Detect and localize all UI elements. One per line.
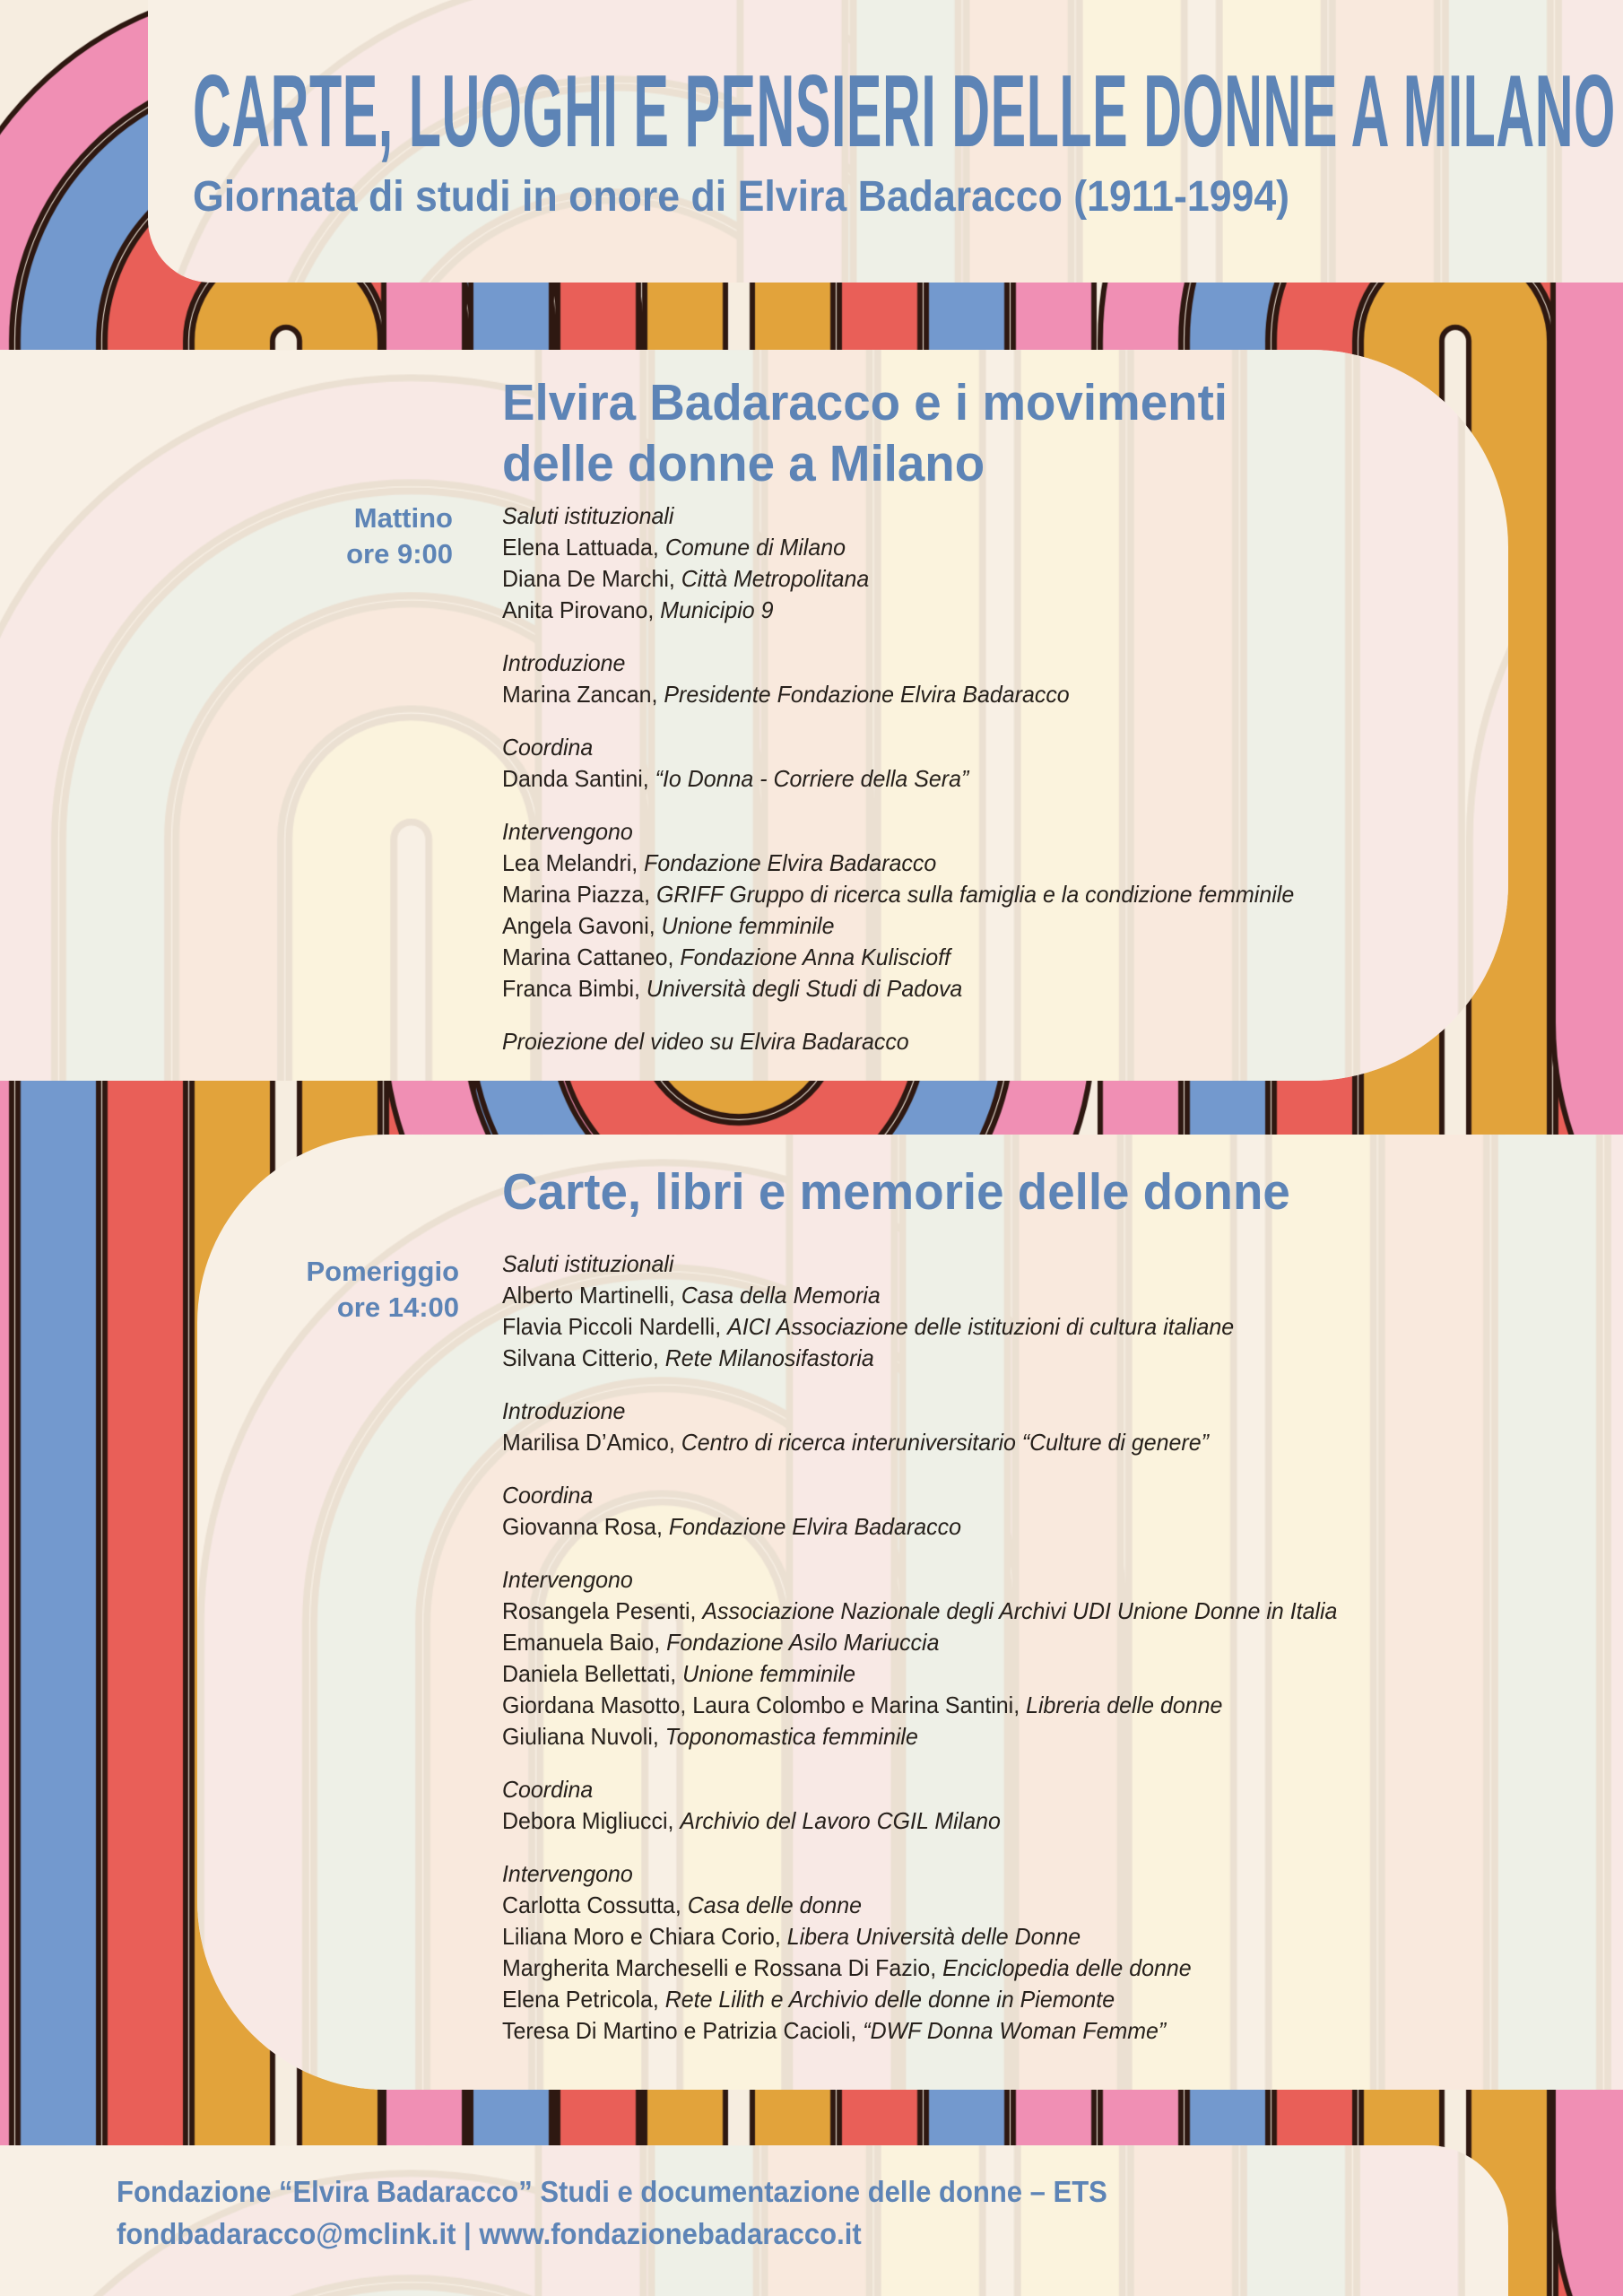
program-line (502, 1311, 1337, 1343)
time-label-hour: ore 9:00 (346, 538, 453, 570)
program-line (502, 679, 1294, 710)
speaker-affiliation: Toponomastica femminile (664, 1723, 918, 1750)
session-panel-afternoon (197, 1135, 1623, 2090)
program-line (502, 1396, 1337, 1427)
speaker-name: Debora Migliucci, (502, 1807, 681, 1834)
program-line (502, 1596, 1337, 1627)
program-line (502, 848, 1294, 879)
speaker-name: Daniela Bellettati, (502, 1660, 683, 1687)
speaker-name: Silvana Citterio, (502, 1344, 665, 1371)
speaker-affiliation: Fondazione Asilo Mariuccia (666, 1629, 940, 1656)
speaker-affiliation: Unione femminile (682, 1660, 856, 1687)
session-title-line: Elvira Badaracco e i movimenti (502, 374, 1228, 431)
speaker-name: Giovanna Rosa, (502, 1513, 669, 1540)
program-line (502, 1690, 1337, 1721)
header-panel (148, 0, 1623, 283)
program-line (502, 532, 1294, 563)
session-title-line: Carte, libri e memorie delle donne (502, 1163, 1290, 1221)
speaker-affiliation: Fondazione Elvira Badaracco (668, 1513, 961, 1540)
speaker-affiliation: Saluti istituzionali (502, 502, 674, 529)
speaker-affiliation: Centro di ricerca interuniversitario “Culture di genere” (681, 1429, 1209, 1456)
speaker-name: Franca Bimbi, (502, 975, 647, 1002)
speaker-affiliation: Intervengono (502, 1860, 633, 1887)
footer-contacts: fondbadaracco@mclink.it | www.fondazionebadaracco.it (117, 2217, 862, 2250)
program-line (502, 1026, 1294, 1057)
speaker-name: Emanuela Baio, (502, 1629, 667, 1656)
program-line (502, 1984, 1337, 2015)
speaker-affiliation: Fondazione Elvira Badaracco (644, 849, 937, 876)
speaker-affiliation: “DWF Donna Woman Femme” (863, 2017, 1167, 2044)
speaker-affiliation: Casa delle donne (687, 1892, 862, 1918)
program-line (502, 1890, 1337, 1921)
speaker-name: Giuliana Nuvoli, (502, 1723, 665, 1750)
speaker-name: Margherita Marcheselli e Rossana Di Fazio, (502, 1954, 943, 1981)
program-line (502, 732, 1294, 763)
speaker-name: Diana De Marchi, (502, 565, 681, 592)
program-list-morning (502, 500, 1327, 1057)
program-line (502, 1248, 1337, 1280)
speaker-affiliation: Coordina (502, 1482, 594, 1509)
program-line (502, 1564, 1337, 1596)
speaker-affiliation: Introduzione (502, 649, 626, 676)
time-label-afternoon (206, 1254, 459, 1326)
speaker-affiliation: Libreria delle donne (1026, 1692, 1223, 1718)
program-line (502, 816, 1294, 848)
speaker-affiliation: Fondazione Anna Kuliscioff (680, 944, 950, 970)
speaker-affiliation: Libera Università delle Donne (786, 1923, 1081, 1950)
speaker-name: Giordana Masotto, Laura Colombo e Marina Santini, (502, 1692, 1027, 1718)
speaker-affiliation: Intervengono (502, 1566, 633, 1593)
speaker-affiliation: Associazione Nazionale degli Archivi UDI Unione Donne in Italia (702, 1597, 1338, 1624)
footer-organization: Fondazione “Elvira Badaracco” Studi e documentazione delle donne – ETS (117, 2175, 1107, 2208)
speaker-affiliation: Enciclopedia delle donne (942, 1954, 1192, 1981)
speaker-affiliation: Presidente Fondazione Elvira Badaracco (664, 681, 1070, 708)
program-line (502, 500, 1294, 532)
speaker-name: Danda Santini, (502, 765, 655, 792)
speaker-name: Elena Petricola, (502, 1986, 665, 2013)
program-line (502, 563, 1294, 595)
program-list-afternoon (502, 1248, 1372, 2047)
speaker-name: Liliana Moro e Chiara Corio, (502, 1923, 787, 1950)
session-title-morning (502, 372, 1258, 494)
program-line (502, 1480, 1337, 1511)
speaker-affiliation: Proiezione del video su Elvira Badaracco (502, 1028, 909, 1055)
program-line (502, 1774, 1337, 1805)
program-line (502, 1805, 1337, 1837)
time-label-morning (152, 500, 453, 572)
speaker-name: Marilisa D’Amico, (502, 1429, 681, 1456)
speaker-name: Alberto Martinelli, (502, 1282, 681, 1309)
program-line (502, 942, 1294, 973)
speaker-affiliation: Municipio 9 (660, 596, 774, 623)
speaker-affiliation: GRIFF Gruppo di ricerca sulla famiglia e la condizione femminile (656, 881, 1295, 908)
program-line (502, 879, 1294, 910)
program-line (502, 910, 1294, 942)
program-line (502, 1858, 1337, 1890)
time-label-hour: ore 14:00 (336, 1292, 459, 1323)
program-line (502, 595, 1294, 626)
speaker-name: Rosangela Pesenti, (502, 1597, 703, 1624)
program-line (502, 1721, 1337, 1752)
speaker-name: Elena Lattuada, (502, 534, 665, 561)
program-line (502, 2015, 1337, 2047)
program-line (502, 1280, 1337, 1311)
speaker-name: Flavia Piccoli Nardelli, (502, 1313, 728, 1340)
speaker-name: Carlotta Cossutta, (502, 1892, 688, 1918)
speaker-affiliation: Città Metropolitana (681, 565, 870, 592)
speaker-affiliation: Coordina (502, 734, 594, 761)
speaker-affiliation: Casa della Memoria (681, 1282, 881, 1309)
session-panel-morning (0, 350, 1508, 1081)
speaker-name: Marina Zancan, (502, 681, 664, 708)
speaker-affiliation: Rete Milanosifastoria (664, 1344, 874, 1371)
speaker-affiliation: Coordina (502, 1776, 594, 1803)
program-line (502, 1658, 1337, 1690)
speaker-name: Teresa Di Martino e Patrizia Cacioli, (502, 2017, 864, 2044)
program-line (502, 1427, 1337, 1458)
speaker-affiliation: Università degli Studi di Padova (646, 975, 963, 1002)
time-label-day-part: Pomeriggio (306, 1256, 459, 1287)
speaker-affiliation: Archivio del Lavoro CGIL Milano (680, 1807, 1001, 1834)
speaker-name: Marina Cattaneo, (502, 944, 681, 970)
program-line (502, 648, 1294, 679)
footer-panel (0, 2145, 1508, 2296)
program-line (502, 1627, 1337, 1658)
speaker-affiliation: Intervengono (502, 818, 633, 845)
time-label-day-part: Mattino (353, 502, 453, 534)
speaker-affiliation: AICI Associazione delle istituzioni di cultura italiane (727, 1313, 1235, 1340)
speaker-affiliation: Unione femminile (661, 912, 835, 939)
speaker-affiliation: Saluti istituzionali (502, 1250, 674, 1277)
program-line (502, 1511, 1337, 1543)
program-line (502, 1952, 1337, 1984)
program-line (502, 973, 1294, 1004)
speaker-name: Anita Pirovano, (502, 596, 661, 623)
speaker-affiliation: “Io Donna - Corriere della Sera” (655, 765, 969, 792)
page-subtitle: Giornata di studi in onore di Elvira Badaracco (1911-1994) (193, 173, 1290, 221)
program-line (502, 1921, 1337, 1952)
speaker-affiliation: Introduzione (502, 1397, 626, 1424)
speaker-name: Marina Piazza, (502, 881, 657, 908)
program-line (502, 763, 1294, 795)
program-line (502, 1343, 1337, 1374)
speaker-name: Angela Gavoni, (502, 912, 662, 939)
session-title-afternoon (502, 1161, 1323, 1222)
page-title: CARTE, LUOGHI E PENSIERI DELLE DONNE A MILANO (193, 55, 1616, 169)
speaker-affiliation: Comune di Milano (664, 534, 846, 561)
speaker-name: Lea Melandri, (502, 849, 645, 876)
session-title-line: delle donne a Milano (502, 435, 985, 492)
speaker-affiliation: Rete Lilith e Archivio delle donne in Piemonte (664, 1986, 1115, 2013)
